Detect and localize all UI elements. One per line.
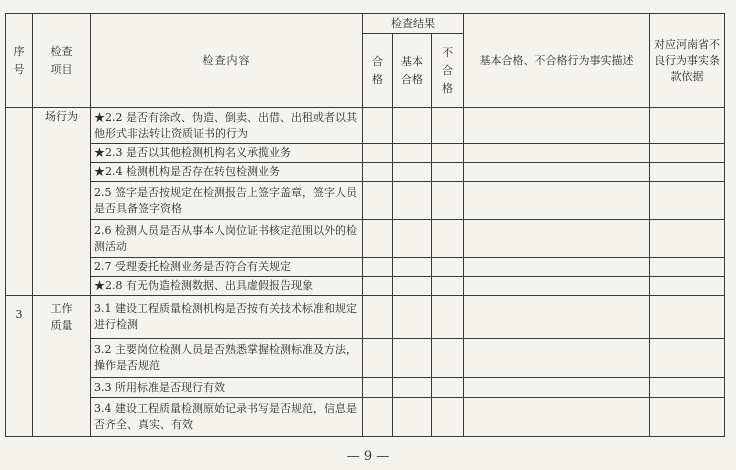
content-cell: 2.7 受理委托检测业务是否符合有关规定 [91,258,363,277]
basic-pass-cell [393,220,432,258]
basic-pass-cell [393,144,432,163]
fail-cell [432,220,464,258]
fail-cell [432,277,464,296]
content-cell: ★2.4 检测机构是否存在转包检测业务 [91,163,363,182]
basic-pass-cell [393,378,432,398]
table-row [6,163,725,182]
project-cell: 工作质量 [33,296,91,437]
content-cell: 3.1 建设工程质量检测机构是否按有关技术标准和规定进行检测 [91,296,363,339]
basic-pass-cell [393,108,432,144]
provision-cell [650,163,725,182]
content-cell: 3.3 所用标准是否现行有效 [91,378,363,398]
provision-cell [650,378,725,398]
table-row [6,108,725,144]
provision-cell [650,108,725,144]
provision-cell [650,296,725,339]
pass-cell [363,144,393,163]
description-cell [464,182,650,220]
pass-cell [363,398,393,437]
table-row [6,220,725,258]
provision-cell [650,182,725,220]
header-seq: 序号 [6,14,33,108]
pass-cell [363,277,393,296]
fail-cell [432,378,464,398]
content-cell: ★2.2 是否有涂改、伪造、倒卖、出借、出租或者以其他形式非法转让资质证书的行为 [91,108,363,144]
table-row [6,296,725,339]
header-fail: 不合格 [432,34,464,108]
header-row-1 [6,14,725,34]
provision-cell [650,277,725,296]
header-basic-pass: 基本合格 [393,34,432,108]
provision-cell [650,220,725,258]
description-cell [464,108,650,144]
fail-cell [432,182,464,220]
content-cell: ★2.3 是否以其他检测机构名义承揽业务 [91,144,363,163]
pass-cell [363,339,393,378]
description-cell [464,378,650,398]
table-row [6,339,725,378]
pass-cell [363,258,393,277]
pass-cell [363,220,393,258]
seq-cell: 3 [6,296,33,437]
description-cell [464,339,650,378]
table-row [6,144,725,163]
project-cell-prev: 场行为 [33,108,91,296]
fail-cell [432,398,464,437]
table-row [6,398,725,437]
basic-pass-cell [393,182,432,220]
content-cell: 3.4 建设工程质量检测原始记录书写是否规范，信息是否齐全、真实、有效 [91,398,363,437]
pass-cell [363,182,393,220]
provision-cell [650,144,725,163]
header-content: 检查内容 [91,14,363,108]
pass-cell [363,163,393,182]
pass-cell [363,296,393,339]
basic-pass-cell [393,258,432,277]
fail-cell [432,144,464,163]
provision-cell [650,258,725,277]
header-description: 基本合格、不合格行为事实描述 [464,14,650,108]
content-cell: 3.2 主要岗位检测人员是否熟悉掌握检测标准及方法，操作是否规范 [91,339,363,378]
content-cell: ★2.8 有无伪造检测数据、出具虚假报告现象 [91,277,363,296]
content-cell: 2.6 检测人员是否从事本人岗位证书核定范围以外的检测活动 [91,220,363,258]
description-cell [464,277,650,296]
pass-cell [363,378,393,398]
fail-cell [432,258,464,277]
table-row [6,378,725,398]
provision-cell [650,398,725,437]
description-cell [464,163,650,182]
description-cell [464,398,650,437]
basic-pass-cell [393,277,432,296]
description-cell [464,258,650,277]
content-cell: 2.5 签字是否按规定在检测报告上签字盖章，签字人员是否具备签字资格 [91,182,363,220]
pass-cell [363,108,393,144]
description-cell [464,220,650,258]
page-number: — 9 — [346,449,390,464]
header-project: 检查项目 [33,14,91,108]
fail-cell [432,339,464,378]
basic-pass-cell [393,339,432,378]
basic-pass-cell [393,296,432,339]
table-row [6,258,725,277]
table-row [6,277,725,296]
provision-cell [650,339,725,378]
inspection-table [5,13,725,437]
header-pass: 合格 [363,34,393,108]
seq-cell-prev [6,108,33,296]
description-cell [464,144,650,163]
basic-pass-cell [393,163,432,182]
fail-cell [432,163,464,182]
basic-pass-cell [393,398,432,437]
table-row [6,182,725,220]
header-result-group: 检查结果 [363,14,464,34]
description-cell [464,296,650,339]
fail-cell [432,108,464,144]
header-provision: 对应河南省不良行为事实条款依据 [650,14,725,108]
fail-cell [432,296,464,339]
